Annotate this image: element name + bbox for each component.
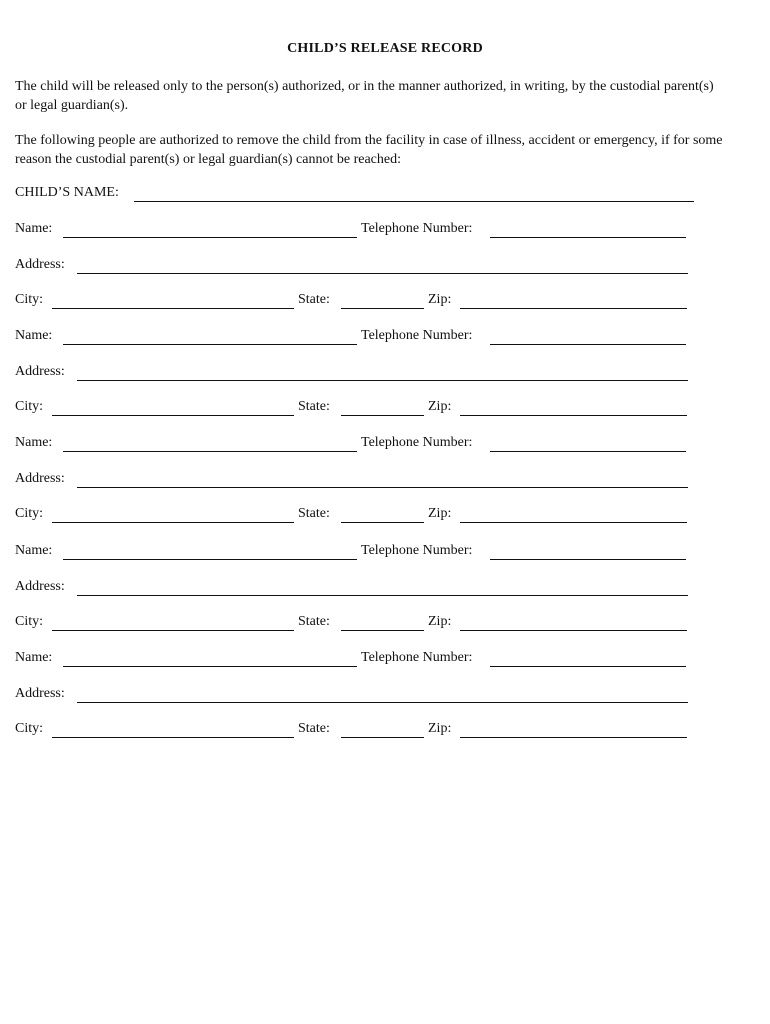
zip-label: Zip:: [428, 506, 452, 521]
person-1-city-row: [15, 289, 715, 311]
address-label: Address:: [15, 579, 65, 594]
person-1-address-row: [15, 254, 715, 276]
state-label: State:: [298, 506, 330, 521]
address-label: Address:: [15, 364, 65, 379]
person-2-address-field[interactable]: [77, 380, 688, 381]
person-4-name-row: [15, 540, 715, 562]
person-5-zip-field[interactable]: [460, 737, 687, 738]
city-label: City:: [15, 506, 44, 521]
person-1-city-field[interactable]: [52, 308, 294, 309]
person-5-address-row: [15, 683, 715, 705]
person-4-state-field[interactable]: [341, 630, 424, 631]
person-3-address-row: [15, 468, 715, 490]
form-title: CHILD’S RELEASE RECORD: [287, 41, 483, 56]
person-4-address-field[interactable]: [77, 595, 688, 596]
person-3-zip-field[interactable]: [460, 522, 687, 523]
address-label: Address:: [15, 686, 65, 701]
person-5-state-field[interactable]: [341, 737, 424, 738]
person-4-name-field[interactable]: [63, 559, 357, 560]
name-label: Name:: [15, 221, 53, 236]
person-1-state-field[interactable]: [341, 308, 424, 309]
person-1-zip-field[interactable]: [460, 308, 687, 309]
state-label: State:: [298, 292, 330, 307]
name-label: Name:: [15, 435, 53, 450]
zip-label: Zip:: [428, 292, 452, 307]
authorization-text: The following people are authorized to remove the child from the facility in case of illness, accident or emergency, if for some reason the custodial parent(s) or legal guardian(s) cannot be reached:: [15, 133, 723, 167]
zip-label: Zip:: [428, 399, 452, 414]
person-1-address-field[interactable]: [77, 273, 688, 274]
city-label: City:: [15, 399, 44, 414]
child-name-row: [15, 182, 715, 204]
city-label: City:: [15, 721, 44, 736]
telephone-label: Telephone Number:: [361, 650, 473, 665]
state-label: State:: [298, 721, 330, 736]
telephone-label: Telephone Number:: [361, 328, 473, 343]
person-5-city-field[interactable]: [52, 737, 294, 738]
name-label: Name:: [15, 328, 53, 343]
person-2-telephone-field[interactable]: [490, 344, 686, 345]
person-3-state-field[interactable]: [341, 522, 424, 523]
person-3-city-field[interactable]: [52, 522, 294, 523]
zip-label: Zip:: [428, 614, 452, 629]
person-3-address-field[interactable]: [77, 487, 688, 488]
person-3-telephone-field[interactable]: [490, 451, 686, 452]
state-label: State:: [298, 614, 330, 629]
telephone-label: Telephone Number:: [361, 435, 473, 450]
child-name-field[interactable]: [134, 201, 694, 202]
person-3-name-row: [15, 432, 715, 454]
person-4-address-row: [15, 576, 715, 598]
person-5-name-field[interactable]: [63, 666, 357, 667]
name-label: Name:: [15, 650, 53, 665]
person-2-name-field[interactable]: [63, 344, 357, 345]
person-4-city-row: [15, 611, 715, 633]
person-5-telephone-field[interactable]: [490, 666, 686, 667]
person-4-city-field[interactable]: [52, 630, 294, 631]
name-label: Name:: [15, 543, 53, 558]
city-label: City:: [15, 292, 44, 307]
zip-label: Zip:: [428, 721, 452, 736]
state-label: State:: [298, 399, 330, 414]
person-2-city-row: [15, 396, 715, 418]
person-4-zip-field[interactable]: [460, 630, 687, 631]
person-1-name-row: [15, 218, 715, 240]
person-2-state-field[interactable]: [341, 415, 424, 416]
child-name-label: CHILD’S NAME:: [15, 185, 119, 200]
person-2-address-row: [15, 361, 715, 383]
person-3-name-field[interactable]: [63, 451, 357, 452]
telephone-label: Telephone Number:: [361, 221, 473, 236]
person-1-name-field[interactable]: [63, 237, 357, 238]
address-label: Address:: [15, 471, 65, 486]
person-3-city-row: [15, 503, 715, 525]
address-label: Address:: [15, 257, 65, 272]
person-5-address-field[interactable]: [77, 702, 688, 703]
person-5-city-row: [15, 718, 715, 740]
release-policy-text: The child will be released only to the person(s) authorized, or in the manner authorized, in writing, by the custodial parent(s) or legal guardian(s).: [15, 79, 714, 113]
person-1-telephone-field[interactable]: [490, 237, 686, 238]
person-2-name-row: [15, 325, 715, 347]
person-5-name-row: [15, 647, 715, 669]
person-2-zip-field[interactable]: [460, 415, 687, 416]
city-label: City:: [15, 614, 44, 629]
telephone-label: Telephone Number:: [361, 543, 473, 558]
person-4-telephone-field[interactable]: [490, 559, 686, 560]
person-2-city-field[interactable]: [52, 415, 294, 416]
